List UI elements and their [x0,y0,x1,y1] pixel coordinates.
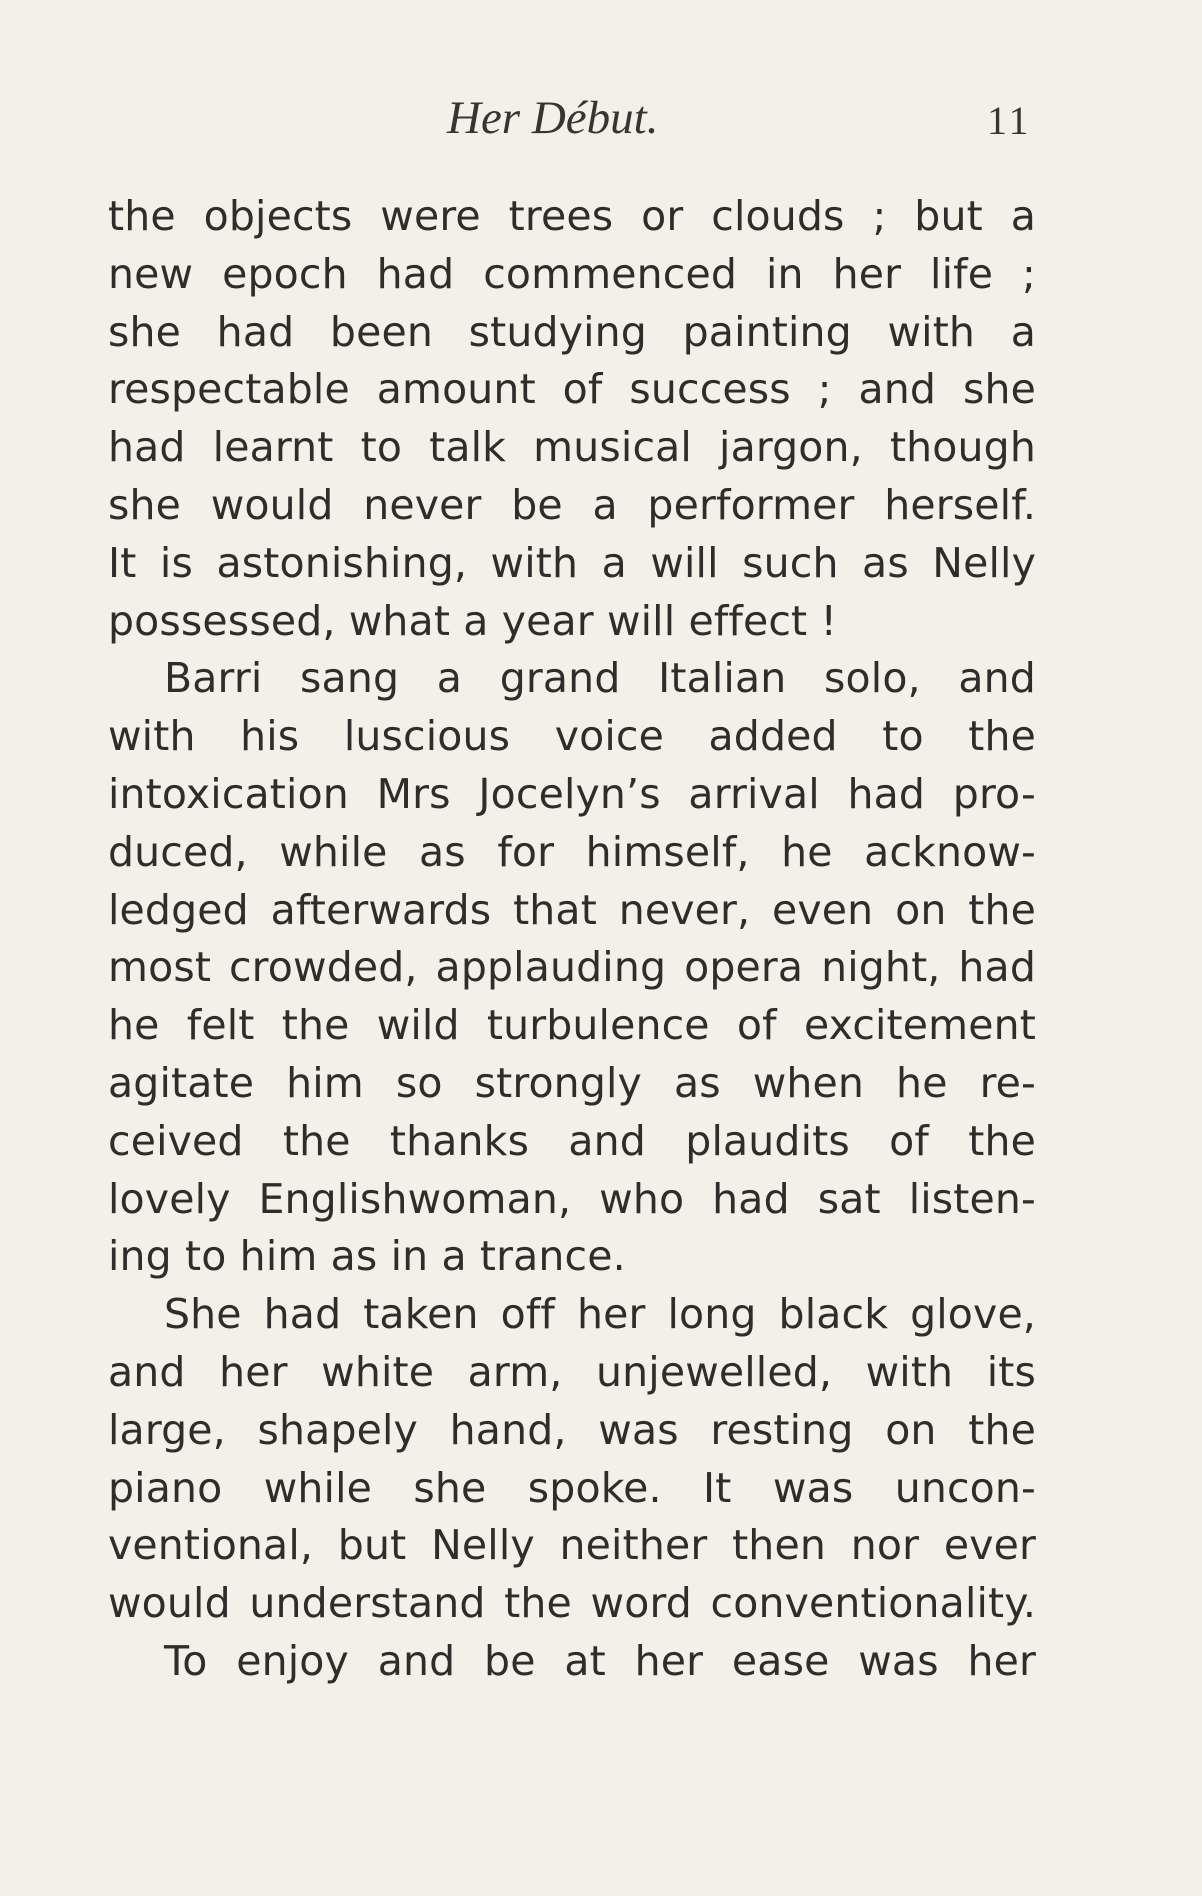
body-text [108,188,1036,1691]
text-line: new epoch had commenced in her life ; [108,249,1036,298]
text-line: She had taken off her long black glove, [164,1290,1036,1339]
text-line: duced, while as for himself, he acknow- [108,827,1036,876]
text-line: ing to him as in a trance. [108,1232,626,1281]
text-line: she would never be a performer herself. [108,480,1036,529]
text-line: ventional, but Nelly neither then nor ever [108,1521,1036,1570]
text-line: agitate him so strongly as when he re- [108,1058,1036,1107]
text-line: the objects were trees or clouds ; but a [108,192,1036,240]
text-line: respectable amount of success ; and she [108,365,1036,414]
running-title: Her Début. [447,92,659,144]
text-line: most crowded, applauding opera night, had [108,943,1036,992]
running-head [0,88,1202,148]
text-line: and her white arm, unjewelled, with its [108,1347,1036,1396]
text-line: had learnt to talk musical jargon, though [108,423,1036,472]
page-number: 11 [987,98,1032,143]
text-line: would understand the word conventionality. [108,1579,1036,1628]
text-line: piano while she spoke. It was uncon- [108,1463,1036,1512]
text-line: It is astonishing, with a will such as Nelly [108,538,1036,587]
text-line: To enjoy and be at her ease was her [164,1636,1036,1685]
text-line: he felt the wild turbulence of excitement [108,1001,1036,1050]
text-line: intoxication Mrs Jocelyn’s arrival had pro- [108,769,1036,818]
text-line: possessed, what a year will effect ! [108,596,838,645]
text-line: large, shapely hand, was resting on the [108,1405,1036,1454]
text-line: Barri sang a grand Italian solo, and [164,654,1036,703]
text-line: with his luscious voice added to the [108,712,1036,761]
text-line: lovely Englishwoman, who had sat listen- [108,1174,1036,1223]
text-line: she had been studying painting with a [108,307,1036,356]
text-line: ledged afterwards that never, even on the [108,885,1036,934]
text-line: ceived the thanks and plaudits of the [108,1116,1036,1165]
